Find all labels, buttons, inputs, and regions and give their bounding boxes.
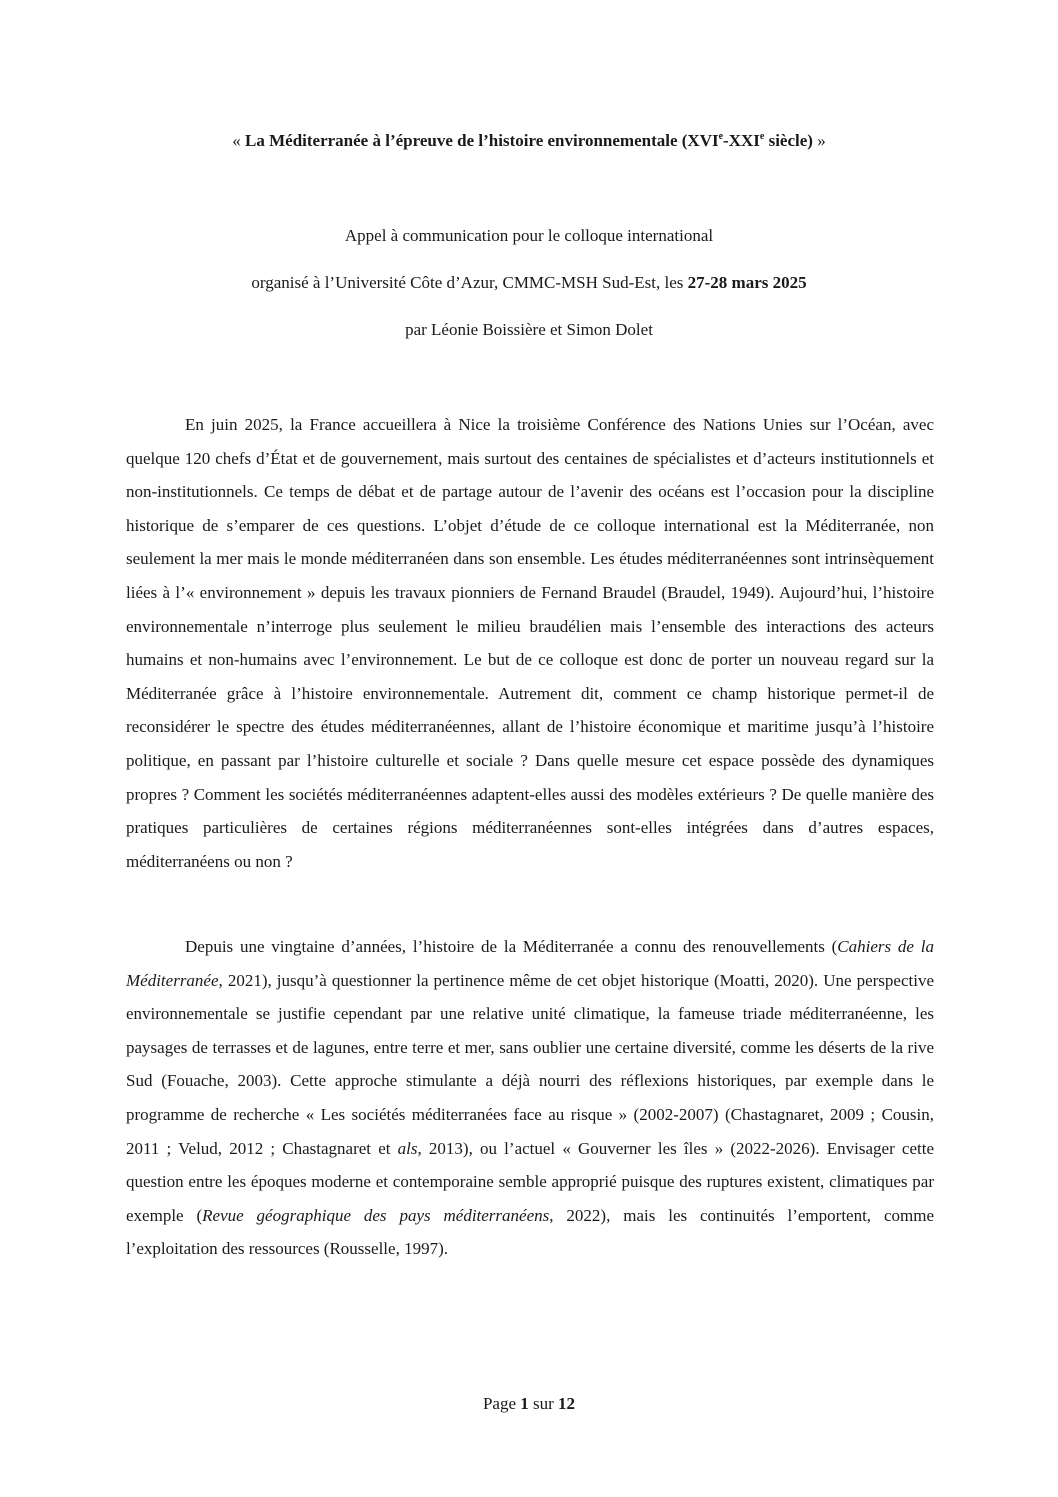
title-close-quote: » — [812, 131, 826, 150]
title-superscript-2: e — [759, 131, 765, 142]
title-century-end: -XXI — [723, 131, 760, 150]
title-main: La Méditerranée à l’épreuve de l’histoire environnementale (XVI — [245, 131, 719, 150]
paragraph-2 — [126, 930, 934, 1266]
title-open-quote: « — [232, 131, 246, 150]
footer-separator: sur — [528, 1394, 559, 1413]
event-dates: 27-28 mars 2025 — [687, 273, 807, 292]
paragraph-2-text-c: , 2013), ou l’actuel « Gouverner les îles » (2022-2026). Envisager cette question entre les époques moderne et contemporaine semble approprié puisque des ruptures existent, climatiques par exemple ( — [126, 1138, 935, 1225]
paragraph-2-text-d: , 2022), mais les continuités l’emportent, comme l’exploitation des ressources (Rousselle, 1997). — [126, 1205, 934, 1259]
title-text — [245, 131, 813, 150]
title-end: siècle) — [764, 131, 813, 150]
citation-als: als — [397, 1138, 418, 1158]
footer-prefix: Page — [482, 1394, 521, 1413]
title-superscript-1: e — [718, 131, 724, 142]
organizers-line: par Léonie Boissière et Simon Dolet — [405, 320, 653, 339]
current-page-number: 1 — [520, 1394, 529, 1413]
citation-cahiers: Cahiers de la Méditerranée — [126, 937, 935, 990]
venue-text: organisé à l’Université Côte d’Azur, CMMC-MSH Sud-Est, les — [251, 273, 688, 292]
document-title — [0, 128, 1058, 154]
total-page-count: 12 — [558, 1394, 576, 1413]
citation-revue: Revue géographique des pays méditerranéens — [202, 1205, 550, 1225]
call-for-papers-line: Appel à communication pour le colloque international — [344, 226, 714, 245]
paragraph-2-text-b: , 2021), jusqu’à questionner la pertinence même de cet objet historique (Moatti, 2020). Une perspective environnementale se justifie cependant par une relative unité climatique, la fameuse triade méditerranéenne, les paysages de terrasses et de lagunes, entre terre et mer, sans oublier une certaine diversité, comme les déserts de la rive Sud (Fouache, 2003). Cette approche stimulante a déjà nourri des réflexions historiques, par exemple dans le programme de recherche « Les sociétés méditerranées face au risque » (2002-2007) (Chastagnaret, 2009 ; Cousin, 2011 ; Velud, 2012 ; Chastagnaret et — [126, 970, 934, 1158]
paragraph-1: En juin 2025, la France accueillera à Nice la troisième Conférence des Nations Unies sur l’Océan, avec quelque 120 chefs d’État et de gouvernement, mais surtout des centaines de spécialistes et d’acteurs institutionnels et non-institutionnels. Ce temps de débat et de partage autour de l’avenir des océans est l’occasion pour la discipline historique de s’emparer de ces questions. L’objet d’étude de ce colloque international est la Méditerranée, non seulement la mer mais le monde méditerranéen dans son ensemble. Les études méditerranéennes sont intrinsèquement liées à l’« environnement » depuis les travaux pionniers de Fernand Braudel (Braudel, 1949). Aujourd’hui, l’histoire environnementale n’interroge plus seulement le milieu braudélien mais l’ensemble des interactions des acteurs humains et non-humains avec l’environnement. Le but de ce colloque est donc de porter un nouveau regard sur la Méditerranée grâce à l’histoire environnementale. Autrement dit, comment ce champ historique permet-il de reconsidérer le spectre des études méditerranéennes, allant de l’histoire économique et maritime jusqu’à l’histoire politique, en passant par l’histoire culturelle et sociale ? Dans quelle mesure cet espace possède des dynamiques propres ? Comment les sociétés méditerranéennes adaptent-elles aussi des modèles extérieurs ? De quelle manière des pratiques particulières de certaines régions méditerranéennes sont-elles intégrées dans d’autres espaces, méditerranéens ou non ? — [126, 415, 934, 871]
page-footer — [0, 1391, 1058, 1417]
venue-line — [0, 270, 1058, 296]
paragraph-2-text-a: Depuis une vingtaine d’années, l’histoire de la Méditerranée a connu des renouvellements ( — [185, 937, 838, 956]
